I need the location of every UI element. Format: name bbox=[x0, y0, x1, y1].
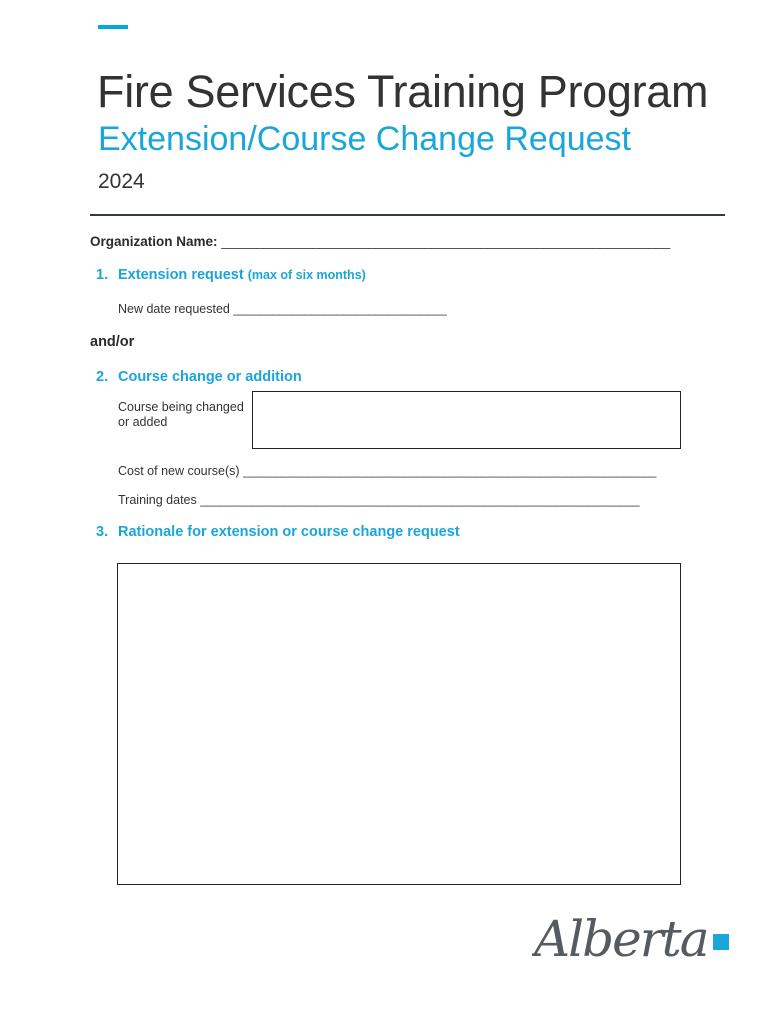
svg-text:Alberta: Alberta bbox=[534, 910, 708, 968]
training-dates-line[interactable]: ____________________________________________________________________ bbox=[200, 493, 639, 507]
section-3-number: 3. bbox=[96, 524, 109, 540]
section-1-note: (max of six months) bbox=[247, 268, 366, 282]
cost-label: Cost of new course(s) bbox=[118, 464, 240, 478]
year-label: 2024 bbox=[98, 170, 145, 193]
new-date-label: New date requested bbox=[118, 302, 230, 316]
organization-name-field[interactable] bbox=[90, 234, 670, 249]
training-dates-field[interactable] bbox=[118, 493, 639, 507]
new-date-field[interactable] bbox=[118, 302, 446, 316]
training-dates-label: Training dates bbox=[118, 493, 197, 507]
section-2-number: 2. bbox=[96, 369, 109, 385]
accent-bar bbox=[98, 25, 128, 29]
alberta-logo bbox=[532, 898, 732, 968]
section-1-heading bbox=[96, 267, 366, 283]
cost-line[interactable]: ________________________________________________________________ bbox=[243, 464, 656, 478]
section-3-heading bbox=[96, 524, 460, 540]
course-changed-label: Course being changed or added bbox=[118, 400, 244, 429]
course-changed-input[interactable] bbox=[252, 391, 681, 449]
section-2-title: Course change or addition bbox=[118, 369, 302, 385]
rationale-input[interactable] bbox=[117, 563, 681, 885]
new-date-line[interactable]: _________________________________ bbox=[233, 302, 447, 316]
header-divider bbox=[90, 214, 725, 216]
cost-field[interactable] bbox=[118, 464, 656, 478]
section-3-title: Rationale for extension or course change request bbox=[118, 524, 460, 540]
section-2-heading bbox=[96, 369, 302, 385]
page-subtitle: Extension/Course Change Request bbox=[98, 120, 631, 158]
organization-name-label: Organization Name: bbox=[90, 234, 218, 249]
and-or-label: and/or bbox=[90, 334, 135, 350]
organization-name-line[interactable]: ________________________________________________________________ bbox=[221, 234, 670, 249]
section-1-number: 1. bbox=[96, 267, 109, 283]
page-title: Fire Services Training Program bbox=[97, 66, 709, 117]
section-1-title: Extension request bbox=[118, 267, 244, 283]
